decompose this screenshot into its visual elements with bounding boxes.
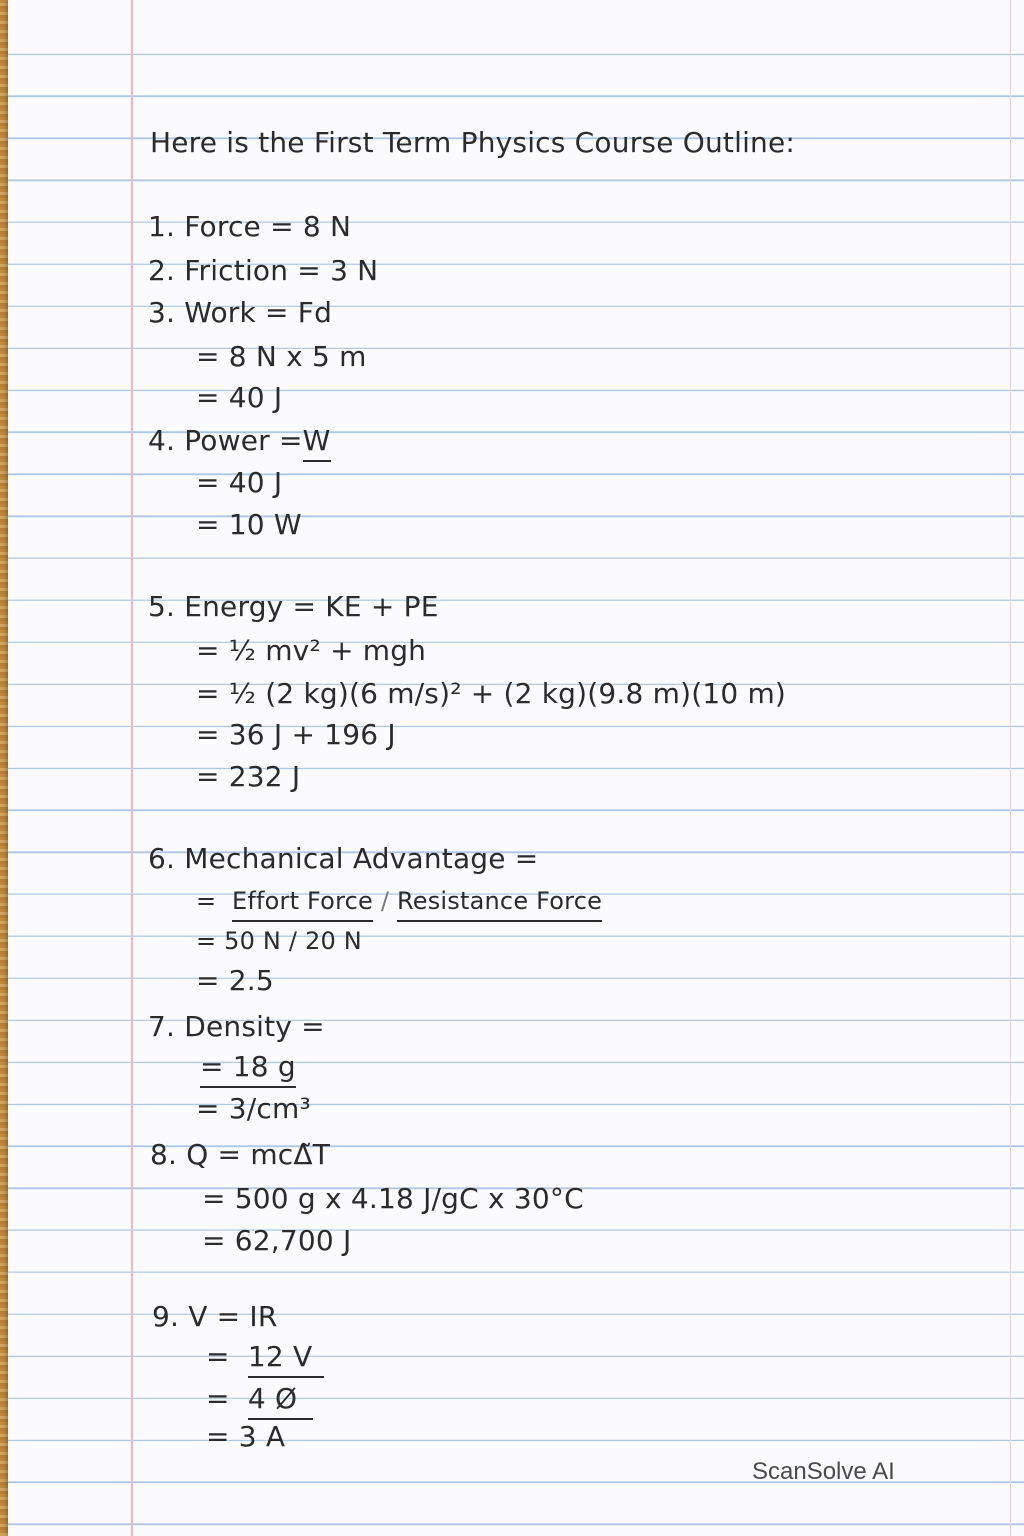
item-5-step-2: = ½ (2 kg)(6 m/s)² + (2 kg)(9.8 m)(10 m)	[196, 677, 787, 710]
item-5-step-4: = 232 J	[196, 760, 301, 793]
item-3-step-2: = 40 J	[196, 381, 283, 414]
item-6-step-2: = 50 N / 20 N	[196, 927, 362, 955]
item-4-step-2: = 10 W	[196, 508, 302, 541]
scansolve-watermark: ScanSolve AI	[752, 1458, 895, 1485]
item-6-separator: /	[380, 887, 390, 915]
margin-line	[131, 0, 133, 1536]
item-7-step-2: = 3/cm³	[196, 1092, 311, 1125]
item-9-voltage: 12 V	[248, 1340, 324, 1378]
item-4-step-1: = 40 J	[196, 466, 283, 499]
item-4-power-label: 4. Power =	[148, 424, 303, 457]
item-6-step-1	[196, 884, 602, 922]
item-4-power	[148, 424, 331, 462]
item-6-equals: =	[196, 887, 217, 915]
item-8-heat: 8. Q = mcΔ̃T	[150, 1138, 331, 1171]
item-3-step-1: = 8 N x 5 m	[196, 340, 367, 373]
item-8-step-1: = 500 g x 4.18 J/gC x 30°C	[202, 1182, 584, 1215]
item-6-effort-force: Effort Force	[232, 884, 373, 922]
item-8-step-2: = 62,700 J	[202, 1224, 352, 1257]
item-9-step-1	[206, 1340, 324, 1378]
page-heading: Here is the First Term Physics Course Outline:	[150, 126, 796, 159]
item-1-force: 1. Force = 8 N	[148, 210, 352, 243]
item-4-power-numerator: W	[303, 424, 331, 462]
item-7-step-1	[200, 1050, 296, 1088]
item-9-step-3: = 3 A	[206, 1420, 286, 1453]
item-6-step-3: = 2.5	[196, 964, 274, 997]
right-margin-line	[1010, 0, 1011, 1536]
item-3-work: 3. Work = Fd	[148, 296, 333, 329]
item-9-equals-2: =	[206, 1382, 230, 1415]
item-9-ohms-law: 9. V = IR	[152, 1300, 278, 1333]
item-2-friction: 2. Friction = 3 N	[148, 254, 379, 287]
item-7-density: 7. Density =	[148, 1010, 325, 1043]
item-5-step-1: = ½ mv² + mgh	[196, 634, 427, 667]
item-6-mechanical-advantage: 6. Mechanical Advantage =	[148, 842, 539, 875]
item-7-mass: = 18 g	[200, 1050, 296, 1088]
item-9-equals-1: =	[206, 1340, 230, 1373]
item-9-resistance: 4 Ø	[248, 1382, 313, 1420]
item-5-energy: 5. Energy = KE + PE	[148, 590, 439, 623]
item-6-resistance-force: Resistance Force	[397, 884, 602, 922]
item-9-step-2	[206, 1382, 313, 1420]
item-5-step-3: = 36 J + 196 J	[196, 718, 396, 751]
